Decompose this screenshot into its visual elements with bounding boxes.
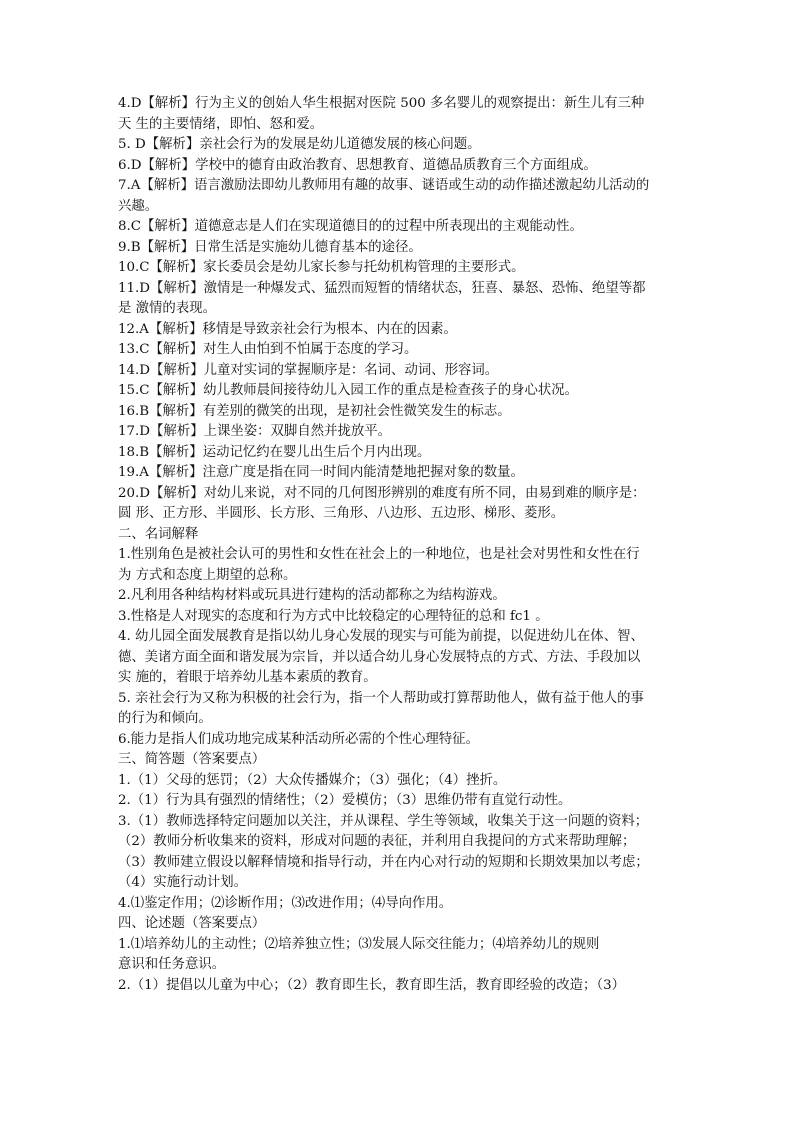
answer-line-20-cont: 圆 形、正方形、半圆形、长方形、三角形、八边形、五边形、梯形、菱形。 bbox=[118, 506, 565, 521]
short-answer-line-1: 1.（1）父母的惩罚；（2）大众传播媒介；（3）强化；（4）挫折。 bbox=[118, 772, 507, 788]
answer-line-4: 4.D【解析】行为主义的创始人华生根据对医院 500 多名婴儿的观察提出：新生儿有三种 bbox=[118, 96, 645, 111]
term-line-4-cont-a: 德、美诸方面全面和谐发展为宗旨，并以适合幼儿身心发展特点的方式、方法、手段加以 bbox=[118, 649, 641, 665]
answer-line-5: 5. D【解析】亲社会行为的发展是幼儿道德发展的核心问题。 bbox=[118, 137, 481, 152]
answer-line-15: 15.C【解析】幼儿教师晨间接待幼儿入园工作的重点是检查孩子的身心状况。 bbox=[118, 383, 579, 398]
answer-line-20: 20.D【解析】对幼儿来说，对不同的几何图形辨别的难度有所不同，由易到难的顺序是： bbox=[118, 485, 646, 501]
term-line-4: 4. 幼儿园全面发展教育是指以幼儿身心发展的现实与可能为前提，以促进幼儿在体、智、 bbox=[118, 629, 644, 644]
answer-line-14: 14.D【解析】儿童对实词的掌握顺序是：名词、动词、形容词。 bbox=[118, 362, 499, 378]
essay-line-1: 1.⑴培养幼儿的主动性；⑵培养独立性；⑶发展人际交往能力；⑷培养幼儿的规则 bbox=[118, 936, 600, 952]
answer-line-7: 7.A【解析】语言激励法即幼儿教师用有趣的故事、谜语或生动的动作描述激起幼儿活动的 bbox=[118, 178, 650, 193]
term-line-5-cont: 的行为和倾向。 bbox=[118, 711, 212, 726]
answer-document bbox=[118, 94, 678, 996]
answer-line-18: 18.B【解析】运动记忆约在婴儿出生后个月内出现。 bbox=[118, 444, 431, 460]
section-heading-terms: 二、名词解释 bbox=[118, 526, 199, 542]
term-line-1-cont: 为 方式和态度上期望的总称。 bbox=[118, 567, 297, 583]
term-line-5: 5. 亲社会行为又称为积极的社会行为，指一个人帮助或打算帮助他人，做有益于他人的事 bbox=[118, 690, 644, 706]
section-heading-short-answer: 三、简答题（答案要点） bbox=[118, 752, 266, 767]
short-answer-line-2: 2.（1）行为具有强烈的情绪性；（2）爱模仿；（3）思维仍带有直觉行动性。 bbox=[118, 793, 572, 808]
short-answer-line-3-cont-a: （2）教师分析收集来的资料，形成对问题的表征，并利用自我提问的方式来帮助理解； bbox=[118, 834, 636, 849]
term-line-4-cont-b: 实 施的，着眼于培养幼儿基本素质的教育。 bbox=[118, 670, 377, 685]
answer-line-9: 9.B【解析】日常生活是实施幼儿德育基本的途径。 bbox=[118, 239, 422, 255]
answer-line-7-cont: 兴趣。 bbox=[118, 198, 159, 214]
answer-line-17: 17.D【解析】上课坐姿：双脚自然并拢放平。 bbox=[118, 424, 392, 439]
answer-line-19: 19.A【解析】注意广度是指在同一时间内能清楚地把握对象的数量。 bbox=[118, 465, 524, 480]
answer-line-11: 11.D【解析】激情是一种爆发式、猛烈而短暂的情绪状态，狂喜、暴怒、恐怖、绝望等都 bbox=[118, 280, 646, 296]
answer-line-12: 12.A【解析】移情是导致亲社会行为根本、内在的因素。 bbox=[118, 321, 457, 337]
answer-line-11-cont: 是 激情的表现。 bbox=[118, 301, 216, 316]
section-heading-essay: 四、论述题（答案要点） bbox=[118, 916, 266, 931]
answer-line-16: 16.B【解析】有差别的微笑的出现，是初社会性微笑发生的标志。 bbox=[118, 403, 511, 419]
answer-line-10: 10.C【解析】家长委员会是幼儿家长参与托幼机构管理的主要形式。 bbox=[118, 260, 525, 275]
short-answer-line-3-cont-b: （3）教师建立假设以解释情境和指导行动，并在内心对行动的短期和长期效果加以考虑； bbox=[118, 854, 649, 870]
essay-line-1-cont: 意识和任务意识。 bbox=[118, 957, 226, 972]
short-answer-line-3: 3.（1）教师选择特定问题加以关注，并从课程、学生等领域，收集关于这一问题的资料； bbox=[118, 813, 649, 829]
short-answer-line-4: 4.⑴鉴定作用；⑵诊断作用；⑶改进作用；⑷导向作用。 bbox=[118, 895, 453, 911]
essay-line-2: 2.（1）提倡以儿童为中心；（2）教育即生长，教育即生活，教育即经验的改造；（3） bbox=[118, 977, 625, 993]
answer-line-8: 8.C【解析】道德意志是人们在实现道德目的的过程中所表现出的主观能动性。 bbox=[118, 219, 583, 234]
term-line-6: 6.能力是指人们成功地完成某种活动所必需的个性心理特征。 bbox=[118, 731, 479, 747]
term-line-2: 2.凡利用各种结构材料或玩具进行建构的活动都称之为结构游戏。 bbox=[118, 588, 506, 603]
answer-line-6: 6.D【解析】学校中的德育由政治教育、思想教育、道德品质教育三个方面组成。 bbox=[118, 157, 597, 173]
term-line-3: 3.性格是人对现实的态度和行为方式中比较稳定的心理特征的总和 fc1 。 bbox=[118, 608, 549, 624]
term-line-1: 1.性别角色是被社会认可的男性和女性在社会上的一种地位，也是社会对男性和女性在行 bbox=[118, 547, 640, 562]
short-answer-line-3-cont-c: （4）实施行动计划。 bbox=[118, 875, 248, 890]
answer-line-13: 13.C【解析】对生人由怕到不怕属于态度的学习。 bbox=[118, 342, 418, 357]
answer-line-4-cont: 天 生的主要情绪，即怕、怒和爱。 bbox=[118, 116, 324, 132]
